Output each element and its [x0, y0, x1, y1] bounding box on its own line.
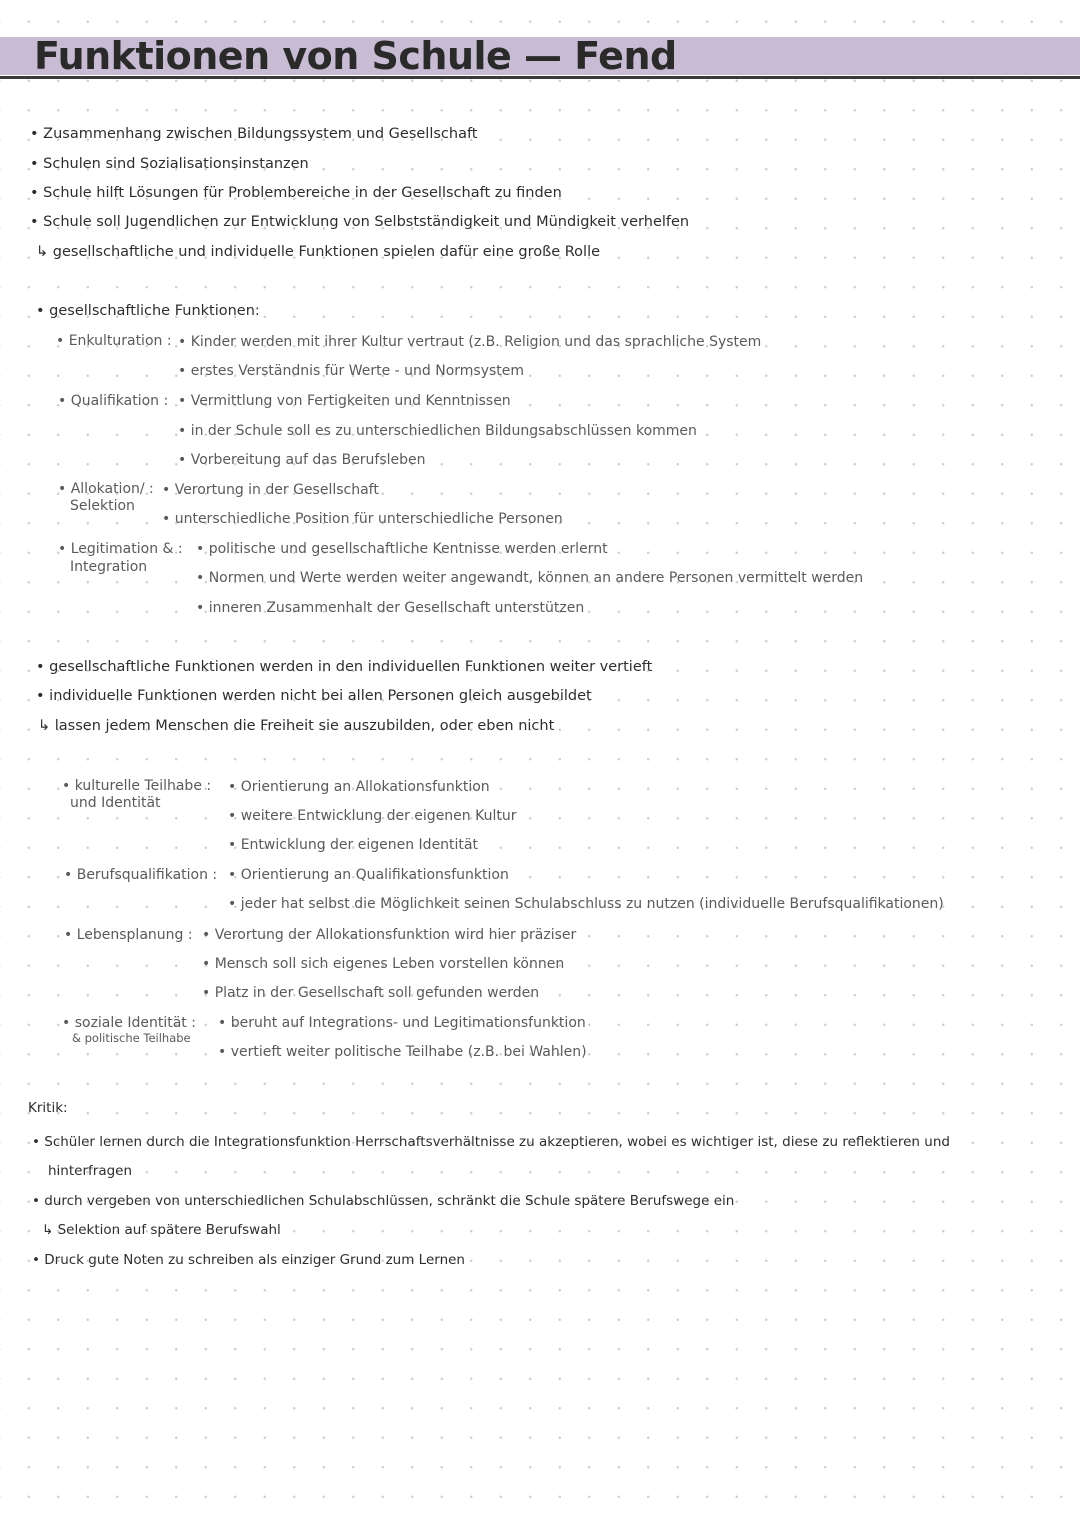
group-label: • Lebensplanung : [64, 927, 193, 943]
group-label: und Identität [70, 795, 161, 811]
intro-line: • Schule soll Jugendlichen zur Entwicklung von Selbstständigkeit und Mündigkeit verhelfen [30, 214, 690, 230]
group-item: • vertieft weiter politische Teilhabe (z.B. bei Wahlen) [218, 1044, 587, 1060]
group-label: Integration [70, 559, 148, 575]
group-item: • Vermittlung von Fertigkeiten und Kenntnissen [178, 393, 511, 409]
group-item: • in der Schule soll es zu unterschiedlichen Bildungsabschlüssen kommen [178, 423, 697, 439]
group-item: • Vorbereitung auf das Berufsleben [178, 452, 426, 468]
group-item: • Normen und Werte werden weiter angewandt, können an andere Personen vermittelt werden [196, 570, 864, 586]
group-item: • erstes Verständnis für Werte - und Normsystem [178, 363, 525, 379]
group-label: • kulturelle Teilhabe : [62, 778, 212, 794]
group-item: • weitere Entwicklung der eigenen Kultur [228, 808, 517, 824]
intro-line: • Zusammenhang zwischen Bildungssystem und Gesellschaft [30, 126, 478, 142]
critique-line: • Druck gute Noten zu schreiben als einziger Grund zum Lernen [32, 1252, 465, 1268]
group-label: • Enkulturation : [56, 333, 172, 349]
intro-line: • Schulen sind Sozialisationsinstanzen [30, 156, 309, 172]
group-item: • Orientierung an Allokationsfunktion [228, 779, 490, 795]
intro-line: • Schule hilft Lösungen für Problembereiche in der Gesellschaft zu finden [30, 185, 562, 201]
group-item: • beruht auf Integrations- und Legitimationsfunktion [218, 1015, 586, 1031]
group-label: • Berufsqualifikation : [64, 867, 218, 883]
societal-heading: • gesellschaftliche Funktionen: [36, 303, 260, 319]
group-item: • unterschiedliche Position für unterschiedliche Personen [162, 511, 563, 527]
group-item: • politische und gesellschaftliche Kentnisse werden erlernt [196, 541, 608, 557]
group-item: • jeder hat selbst die Möglichkeit seinen Schulabschluss zu nutzen (individuelle Berufsqualifikationen) [228, 896, 944, 912]
group-label: Selektion [70, 498, 135, 514]
group-item: • inneren Zusammenhalt der Gesellschaft unterstützen [196, 600, 585, 616]
group-item: • Kinder werden mit ihrer Kultur vertraut (z.B. Religion und das sprachliche System [178, 334, 762, 350]
group-label: • soziale Identität : [62, 1015, 196, 1031]
group-item: • Orientierung an Qualifikationsfunktion [228, 867, 509, 883]
transition-line: • individuelle Funktionen werden nicht bei allen Personen gleich ausgebildet [36, 688, 592, 704]
transition-arrow-line: ↳ lassen jedem Menschen die Freiheit sie auszubilden, oder eben nicht [38, 718, 555, 734]
intro-arrow-line: ↳ gesellschaftliche und individuelle Funktionen spielen dafür eine große Rolle [36, 244, 601, 260]
group-item: • Mensch soll sich eigenes Leben vorstellen können [202, 956, 565, 972]
group-label: • Legitimation & : [58, 541, 183, 557]
group-label: • Allokation/ : [58, 481, 154, 497]
critique-line: • Schüler lernen durch die Integrationsfunktion Herrschaftsverhältnisse zu akzeptieren, wobei es wichtiger ist, diese zu reflektieren und [32, 1134, 950, 1150]
group-label: & politische Teilhabe [72, 1031, 191, 1045]
group-item: • Verortung der Allokationsfunktion wird hier präziser [202, 927, 577, 943]
group-item: • Platz in der Gesellschaft soll gefunden werden [202, 985, 540, 1001]
critique-arrow-line: ↳ Selektion auf spätere Berufswahl [42, 1222, 281, 1238]
page-title: Funktionen von Schule — Fend [34, 34, 677, 78]
group-item: • Entwicklung der eigenen Identität [228, 837, 478, 853]
transition-line: • gesellschaftliche Funktionen werden in den individuellen Funktionen weiter vertieft [36, 659, 653, 675]
critique-line: hinterfragen [48, 1163, 133, 1179]
group-item: • Verortung in der Gesellschaft [162, 482, 379, 498]
group-label: • Qualifikation : [58, 393, 169, 409]
critique-line: • durch vergeben von unterschiedlichen Schulabschlüssen, schränkt die Schule spätere Berufswege ein [32, 1193, 735, 1209]
critique-heading: Kritik: [28, 1100, 68, 1116]
